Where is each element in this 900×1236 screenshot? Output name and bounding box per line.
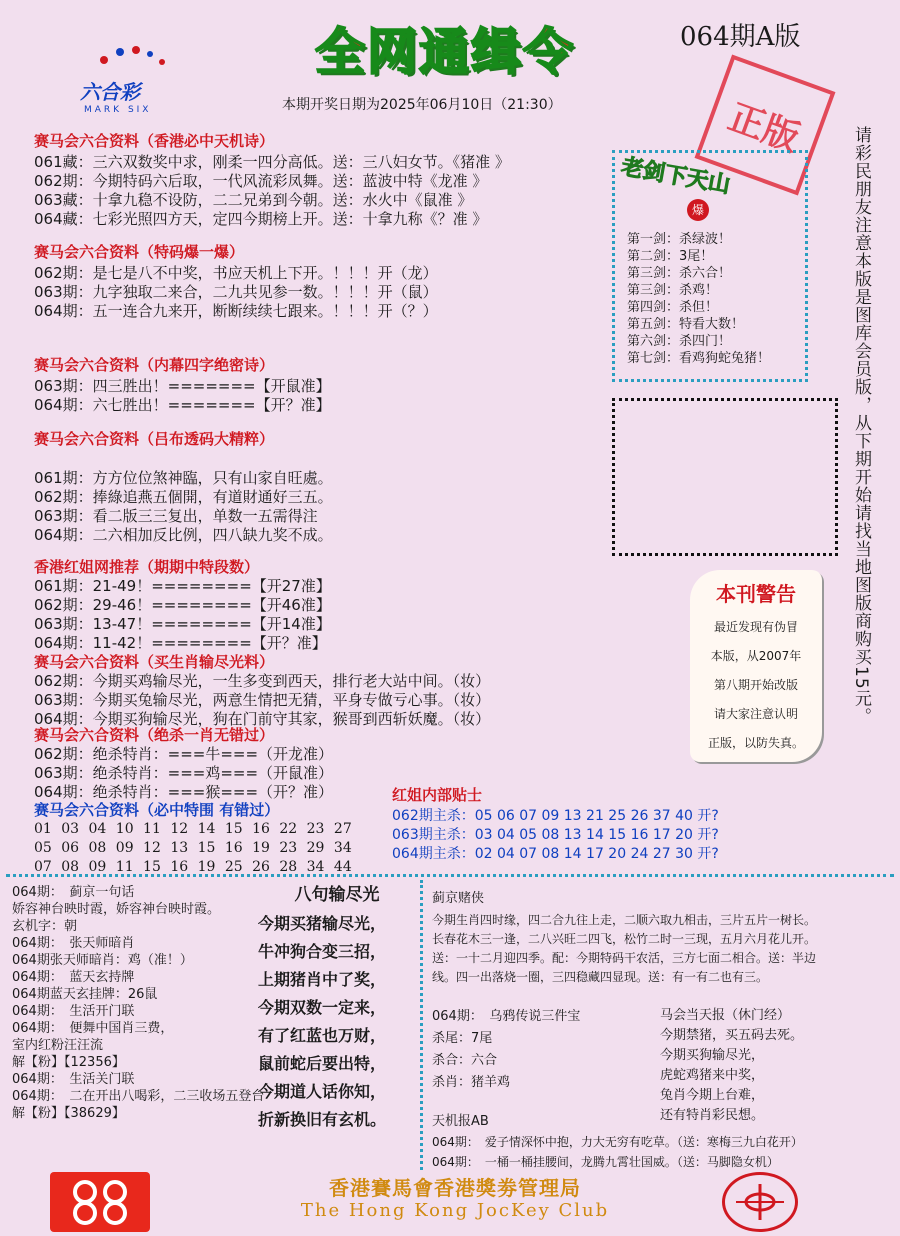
br3-title: 马会当天报（休门经） bbox=[660, 1008, 791, 1023]
redsis-line: 062期主杀：05 06 07 09 13 21 25 26 37 40 开? bbox=[392, 808, 719, 824]
footer-en: The Hong Kong JocKey Club bbox=[300, 1200, 610, 1221]
sec5-line: 064期：11-42！========【开？准】 bbox=[34, 634, 327, 652]
sec5-line: 062期：29-46！========【开46准】 bbox=[34, 596, 331, 614]
br3-line: 今期买狗输尽光， bbox=[660, 1048, 765, 1063]
sec7-title: 赛马会六合资料（绝杀一肖无错过） bbox=[34, 726, 275, 744]
bl-line: 064期张天师暗肖：鸡（准！） bbox=[12, 953, 193, 968]
br2-line: 杀合：六合 bbox=[432, 1053, 498, 1068]
sec6-line: 062期：今期买鸡输尽光，一生多变到西天，排行老大站中间。（妆） bbox=[34, 672, 491, 690]
logo-main-text: 六合彩 bbox=[80, 80, 140, 104]
poem-title: 八句输尽光 bbox=[294, 885, 380, 905]
poem-line: 今期买猪输尽光， bbox=[258, 914, 387, 933]
poem-line: 有了红蓝也万财， bbox=[258, 1026, 387, 1045]
br4-box bbox=[432, 1112, 803, 1172]
redsis-box bbox=[392, 784, 719, 864]
sec1-title: 赛马会六合资料（香港必中天机诗） bbox=[34, 132, 275, 150]
warning-box bbox=[690, 570, 822, 762]
bl-line: 室内红粉汪汪流 bbox=[12, 1038, 104, 1053]
sec3-line: 064期：六七胜出！=======【开？准】 bbox=[34, 396, 331, 414]
sec4-line: 062期：捧綠追燕五個開，有道財通好三五。 bbox=[34, 488, 333, 506]
warning-line: 请大家注意认明 bbox=[713, 707, 798, 721]
poem-line: 今期双数一定来， bbox=[258, 998, 387, 1017]
sec4-line: 063期：看二版三三复出，单数一五需得注 bbox=[34, 507, 318, 525]
br1-line: 长春花木三一逢，二八兴旺二四飞，松竹二时一三现，五月六月花儿开。 bbox=[432, 932, 817, 946]
bl-line: 064期蓝天玄挂牌：26鼠 bbox=[12, 987, 158, 1002]
redsis-title: 红姐内部贴士 bbox=[392, 786, 483, 804]
sec4-line: 061期：方方位位煞神臨，只有山家自旺處。 bbox=[34, 469, 333, 487]
br4-line: 064期： 一桶一桶挂腰间，龙腾九霄壮国威。（送：马脚隐女机） bbox=[432, 1155, 779, 1169]
warning-line: 本版，从2007年 bbox=[710, 649, 802, 663]
br1-line: 送：一十二月迎四季。配：今期特码干农活，三方七面二相合。送：半边 bbox=[432, 951, 817, 965]
sec6-title: 赛马会六合资料（买生肖输尽光料） bbox=[34, 653, 275, 671]
sword-line: 第二剑：3尾！ bbox=[627, 249, 714, 264]
bl-line: 064期： 生活开门联 bbox=[12, 1004, 135, 1019]
stamp-text: 正版 bbox=[723, 96, 805, 160]
br3-line: 虎蛇鸡猪来中奖， bbox=[660, 1068, 765, 1083]
br2-title: 064期： 乌鸦传说三件宝 bbox=[432, 1009, 581, 1024]
sec2-line: 064期：五一连合九来开，断断续续七跟来。！！！开（？） bbox=[34, 302, 438, 320]
sec7-line: 064期：绝杀特肖：===猴===（开？准） bbox=[34, 783, 334, 801]
br4-title: 天机报AB bbox=[432, 1114, 489, 1129]
page-title: 全网通缉令 bbox=[315, 23, 575, 81]
sword-line: 第三剑：杀六合！ bbox=[627, 266, 732, 281]
sec4-line: 064期：二六相加反比例，四八缺九奖不成。 bbox=[34, 526, 333, 544]
br3-line: 今期禁猪，买五码去死。 bbox=[660, 1028, 804, 1043]
bl-line: 064期： 张天师暗肖 bbox=[12, 936, 135, 951]
sec1-line: 061藏：三六双数奖中求，刚柔一四分高低。送：三八妇女节。《猪准 》 bbox=[34, 153, 510, 171]
sword-line: 第七剑：看鸡狗蛇兔猪！ bbox=[627, 351, 771, 366]
sec6-line: 064期：今期买狗输尽光，狗在门前守其家，猴哥到西斩妖魔。（妆） bbox=[34, 710, 491, 728]
sword-line: 第四剑：杀但！ bbox=[627, 300, 719, 315]
warning-line: 最近发现有伪冒 bbox=[713, 620, 798, 634]
vertical-note: 请彩民朋友注意本版是图库会员版，从下期开始请找当地图版商购买15元。 bbox=[851, 126, 871, 726]
footer-logo-left bbox=[50, 1172, 150, 1232]
logo-dots-icon bbox=[70, 42, 200, 72]
number-row: 01 03 04 10 11 12 14 15 16 22 23 27 bbox=[34, 821, 352, 837]
sec4-title: 赛马会六合资料（吕布透码大精粹） bbox=[34, 430, 275, 448]
bl-line: 玄机字：朝 bbox=[12, 919, 78, 934]
poem-line: 牛冲狗合变三招， bbox=[258, 942, 387, 961]
sec7-line: 062期：绝杀特肖：===牛===（开龙准） bbox=[34, 745, 334, 763]
poem-line: 鼠前蛇后要出特， bbox=[258, 1054, 387, 1073]
sec3-line: 063期：四三胜出！=======【开鼠准】 bbox=[34, 377, 331, 395]
bl-line: 064期： 便舞中国肖三费， bbox=[12, 1021, 174, 1036]
br3-line: 还有特肖彩民想。 bbox=[660, 1108, 765, 1123]
warning-line: 正版，以防失真。 bbox=[707, 736, 804, 750]
poem-line: 今期道人话你知， bbox=[258, 1082, 387, 1101]
br2-line: 杀尾：7尾 bbox=[432, 1031, 493, 1046]
number-row: 07 08 09 11 15 16 19 25 26 28 34 44 bbox=[34, 859, 352, 875]
poem-line: 折新换旧有玄机。 bbox=[258, 1110, 387, 1129]
sec5 bbox=[34, 556, 331, 653]
sec2-line: 063期：九字独取二来合，二九共见参一数。！！！开（鼠） bbox=[34, 283, 438, 301]
sec8 bbox=[34, 799, 352, 877]
sec7 bbox=[34, 724, 333, 802]
redsis-line: 063期主杀：03 04 05 08 13 14 15 16 17 20 开? bbox=[392, 827, 719, 843]
br1-line: 今期生肖四时缘，四二合九往上走，二顺六取九相击，三片五片一树长。 bbox=[432, 913, 817, 927]
sec7-line: 063期：绝杀特肖：===鸡===（开鼠准） bbox=[34, 764, 334, 782]
sec3-title: 赛马会六合资料（内幕四字绝密诗） bbox=[34, 356, 275, 374]
poem-line: 上期猪肖中了奖， bbox=[258, 970, 387, 989]
sec8-title: 赛马会六合资料（必中特围 有错过） bbox=[34, 801, 280, 819]
sword-line: 第五剑：特看大数！ bbox=[627, 317, 745, 332]
sec1-line: 062期：今期特码六后取，一代风流彩凤舞。送：蓝波中特《龙准 》 bbox=[34, 172, 488, 190]
br1-line: 线。四一出落烧一圈，三四稳藏四显现。送：有一有二也有三。 bbox=[432, 970, 769, 984]
bl-line: 064期： 蓟京一句话 bbox=[12, 885, 135, 900]
footer-logo-right bbox=[722, 1172, 798, 1232]
bl-line: 064期： 蓝天玄持牌 bbox=[12, 970, 135, 985]
sword-box bbox=[612, 150, 808, 382]
poem-box bbox=[258, 880, 416, 1134]
issue-label: 064期A版 bbox=[680, 22, 801, 52]
redsis-line: 064期主杀：02 04 07 08 14 17 20 24 27 30 开? bbox=[392, 846, 719, 862]
sword-line: 第一剑：杀绿波！ bbox=[627, 232, 732, 247]
sec5-title: 香港红姐网推荐（期期中特段数） bbox=[34, 558, 260, 576]
bl-line: 娇容神台映时霞，娇容神台映时霞。 bbox=[12, 902, 221, 917]
bl-line: 064期： 二在开出八喝彩，二三收场五登台 bbox=[12, 1089, 265, 1104]
bl-line: 解【粉】【38629】 bbox=[12, 1106, 125, 1121]
br1-box bbox=[432, 890, 816, 987]
logo-sub-text: MARK SIX bbox=[84, 105, 152, 115]
sec5-line: 063期：13-47！========【开14准】 bbox=[34, 615, 331, 633]
bl-line: 064期： 生活关门联 bbox=[12, 1072, 135, 1087]
br2-box bbox=[432, 1006, 580, 1094]
separator-v bbox=[420, 880, 423, 1170]
bl-line: 解【粉】【12356】 bbox=[12, 1055, 125, 1070]
sec6-line: 063期：今期买兔输尽光，两意生情把无猜，平身专做亏心事。（妆） bbox=[34, 691, 491, 709]
br1-title: 蓟京赌侠 bbox=[432, 891, 485, 906]
sword-title: 老剑下天山 bbox=[619, 154, 733, 199]
br3-box bbox=[660, 1006, 803, 1126]
mark-six-logo bbox=[70, 42, 200, 122]
warning-line: 第八期开始改版 bbox=[713, 678, 798, 692]
sec1-line: 063藏：十拿九稳不设防，二二兄弟到今朝。送：水火中《鼠准 》 bbox=[34, 191, 473, 209]
number-row: 05 06 08 09 12 13 15 16 19 23 29 34 bbox=[34, 840, 352, 856]
br3-line: 兔肖今期上台难， bbox=[660, 1088, 765, 1103]
draw-date: 本期开奖日期为2025年06月10日（21:30） bbox=[282, 97, 562, 113]
lottery-emblem-icon bbox=[730, 1182, 790, 1222]
footer-cn: 香港賽馬會香港獎劵管理局 bbox=[329, 1176, 581, 1200]
sec2-line: 062期：是七是八不中奖，书应天机上下开。！！！开（龙） bbox=[34, 264, 438, 282]
sec6 bbox=[34, 651, 490, 729]
warning-title: 本刊警告 bbox=[716, 582, 796, 606]
sec2-title: 赛马会六合资料（特码爆一爆） bbox=[34, 243, 245, 261]
sword-line: 第六剑：杀四门！ bbox=[627, 334, 732, 349]
sec1-line: 064藏：七彩光照四方天，定四今期榜上开。送：十拿九称《？准 》 bbox=[34, 210, 488, 228]
separator bbox=[6, 874, 894, 877]
empty-box bbox=[612, 398, 838, 556]
burst-label: 爆 bbox=[687, 199, 709, 221]
sec5-line: 061期：21-49！========【开27准】 bbox=[34, 577, 331, 595]
sec1 bbox=[34, 130, 510, 229]
bl-box bbox=[12, 884, 264, 1122]
br4-line: 064期： 爱子情深怀中抱，力大无穷有吃草。（送：寒梅三九白花开） bbox=[432, 1135, 803, 1149]
jockey-club-emblem-icon bbox=[65, 1177, 135, 1227]
sec4 bbox=[34, 428, 333, 545]
sec2 bbox=[34, 241, 438, 321]
br2-line: 杀肖：猪羊鸡 bbox=[432, 1075, 511, 1090]
sec3 bbox=[34, 354, 331, 415]
sword-line: 第三剑：杀鸡！ bbox=[627, 283, 719, 298]
